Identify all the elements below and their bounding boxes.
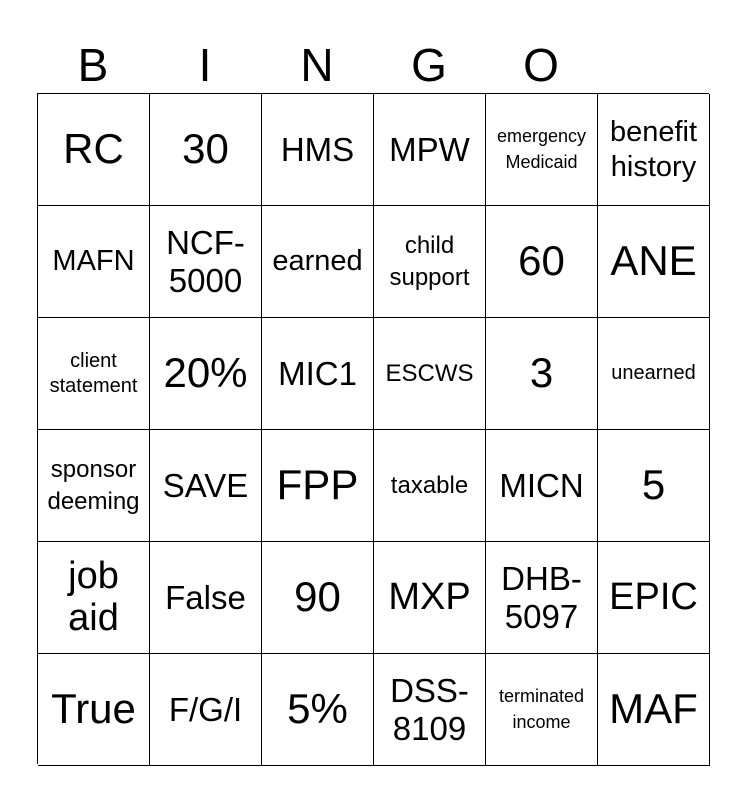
header-letter-i: I	[198, 39, 212, 91]
bingo-cell[interactable]: benefit history	[598, 94, 710, 206]
bingo-board	[37, 93, 709, 764]
bingo-cell[interactable]: job aid	[38, 542, 150, 654]
bingo-cell[interactable]: client statement	[38, 318, 150, 430]
bingo-cell[interactable]: emergency Medicaid	[486, 94, 598, 206]
bingo-cell[interactable]: ANE	[598, 206, 710, 318]
bingo-cell[interactable]: 60	[486, 206, 598, 318]
header-letter-b: B	[77, 39, 109, 91]
bingo-cell[interactable]: 90	[262, 542, 374, 654]
bingo-cell[interactable]: MIC1	[262, 318, 374, 430]
bingo-cell[interactable]: ESCWS	[374, 318, 486, 430]
bingo-cell[interactable]: taxable	[374, 430, 486, 542]
bingo-cell[interactable]: MPW	[374, 94, 486, 206]
bingo-cell[interactable]: DSS-8109	[374, 654, 486, 766]
bingo-cell[interactable]: FPP	[262, 430, 374, 542]
bingo-cell[interactable]: MAFN	[38, 206, 150, 318]
header-spacer	[597, 36, 709, 94]
bingo-cell[interactable]: terminated income	[486, 654, 598, 766]
bingo-cell[interactable]: F/G/I	[150, 654, 262, 766]
bingo-cell[interactable]: NCF-5000	[150, 206, 262, 318]
bingo-cell[interactable]: 30	[150, 94, 262, 206]
bingo-cell[interactable]: 5%	[262, 654, 374, 766]
bingo-cell[interactable]: HMS	[262, 94, 374, 206]
header-letter-n: N	[300, 39, 334, 91]
bingo-cell[interactable]: MAF	[598, 654, 710, 766]
bingo-cell[interactable]: earned	[262, 206, 374, 318]
bingo-cell[interactable]: False	[150, 542, 262, 654]
bingo-cell[interactable]: True	[38, 654, 150, 766]
bingo-cell[interactable]: SAVE	[150, 430, 262, 542]
bingo-cell[interactable]: DHB-5097	[486, 542, 598, 654]
bingo-cell[interactable]: 20%	[150, 318, 262, 430]
bingo-cell[interactable]: child support	[374, 206, 486, 318]
header-letter-o: O	[523, 39, 559, 91]
bingo-cell[interactable]: RC	[38, 94, 150, 206]
bingo-cell[interactable]: unearned	[598, 318, 710, 430]
bingo-cell[interactable]: MXP	[374, 542, 486, 654]
bingo-cell[interactable]: MICN	[486, 430, 598, 542]
header-letter-g: G	[411, 39, 447, 91]
bingo-cell[interactable]: EPIC	[598, 542, 710, 654]
bingo-cell[interactable]: 5	[598, 430, 710, 542]
bingo-cell[interactable]: 3	[486, 318, 598, 430]
bingo-header	[37, 36, 709, 94]
bingo-cell[interactable]: sponsor deeming	[38, 430, 150, 542]
